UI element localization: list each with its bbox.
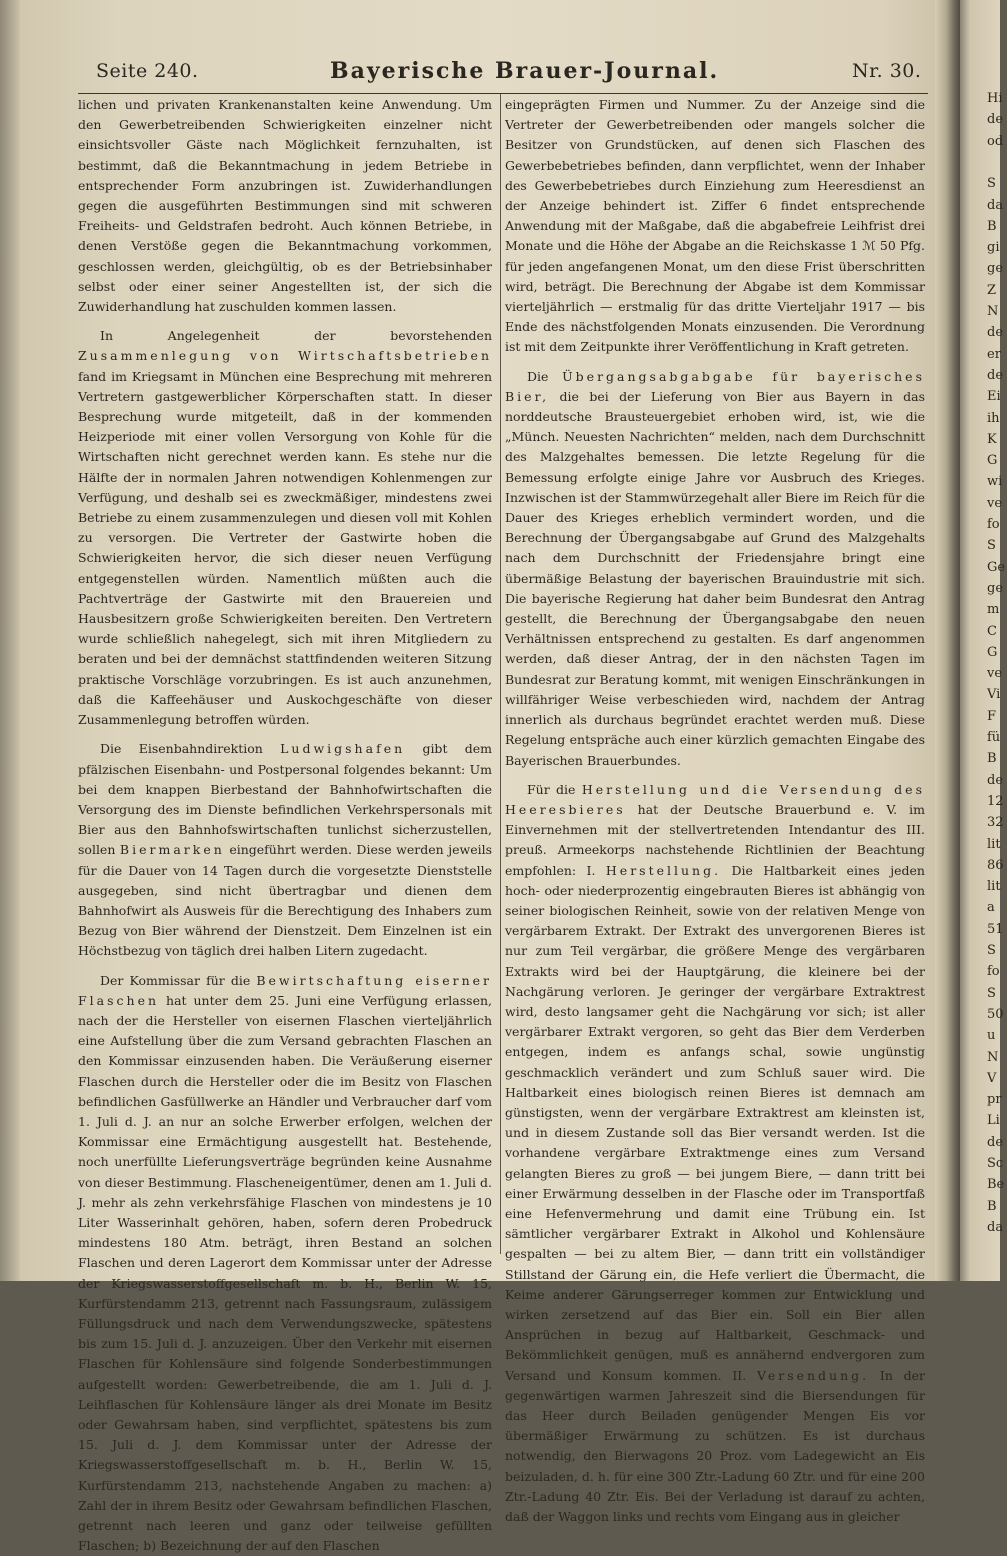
next-page-fragment: F bbox=[987, 708, 997, 724]
next-page-fragment: od bbox=[987, 133, 1004, 149]
spaced-keyword: Bewirtschaftung eiserner Flaschen bbox=[78, 972, 492, 1008]
next-page-fragment bbox=[987, 154, 1007, 172]
next-page-fragment: fo bbox=[987, 964, 1000, 980]
next-page-fragment: ve bbox=[987, 666, 1003, 682]
left-column bbox=[78, 95, 492, 1554]
next-page-fragment: Hi bbox=[987, 91, 1003, 106]
next-page-fragment: 32 bbox=[987, 815, 1004, 831]
next-page-fragment: de bbox=[987, 1134, 1004, 1150]
next-page-fragment: lit bbox=[987, 879, 1001, 895]
paragraph: Für die Herstellung und die Versendung des Heeresbieres hat der Deutsche Brauerbund e. V. im Einvernehmen mit der stellvertretenden Intendantur des III. preuß. Armeekorps nachstehende Richtlinien der Beachtung empfohlen: I. Herstellung. Die Haltbarkeit eines jeden hoch- oder niederprozentig eingebrauten Bieres ist abhängig von seiner biologischen Reinheit, sowie von der relativen Menge von vergärbarem Extrakt. Der Extrakt des unvergorenen Bieres ist nur zum Teil vergärbar, die größere Menge des vergärbaren Extrakts wird bei der Hauptgärung, die kleinere bei der Nachgärung verloren. Je geringer der vergärbare Extraktrest wird, desto langsamer geht die Nachgärung vor sich; ist aller vergärbarer Extrakt vergoren, so geht das Bier dem Verderben entgegen, indem es anfangs schal, sowie ungünstig geschmacklich verändert und zum Schluß sauer wird. Die Haltbarkeit eines biologisch reinen Bieres ist demnach am günstigsten, wenn der vergärbare Extraktrest am kleinsten ist, und in diesem Zustande soll das Bier versandt werden. Ist die vorhandene vergärbare Extraktmenge eines zum Versand gelangten Bieres zu groß — bei jungem Biere, — dann tritt bei einer Erwärmung desselben in der Flasche oder im Transportfaß eine Hefenvermehrung und damit eine Trübung ein. Ist sämtlicher vergärbarer Extrakt in Alkohol und Kohlensäure gespalten — bei zu altem Bier, — dann tritt ein vollständiger Stillstand der Gärung ein, die Hefe verliert die Übermacht, die Keime anderer Gärungserreger kommen zur Entwicklung und wirken zersetzend auf das Bier ein. Soll ein Bier allen Ansprüchen in bezug auf Haltbarkeit, Geschmack- und Bekömmlichkeit genügen, muß es annähernd endvergoren zum Versand und Konsum kommen. II. Versendung. In der gegenwärtigen warmen Jahreszeit sind die Biersendungen für das Heer durch Beiladen genügender Mengen Eis vor übermäßiger Erwärmung zu schützen. Es ist durchaus notwendig, den Bierwagons 20 Proz. vom Ladegewicht an Eis beizuladen, d. h. für eine 300 Ztr.-Ladung 60 Ztr. und für eine 200 Ztr.-Ladung 40 Ztr. Eis. Bei der Verladung ist darauf zu achten, daß der Waggon links und rechts vom Eingang aus in gleicher bbox=[505, 781, 925, 1525]
right-column bbox=[505, 95, 925, 1525]
next-page-fragment: B bbox=[987, 218, 997, 234]
next-page-fragment: S bbox=[987, 176, 996, 192]
section-heading: Herstellung. bbox=[605, 862, 722, 878]
paragraph: eingeprägten Firmen und Nummer. Zu der Anzeige sind die Vertreter der Gewerbetreibenden oder mangels solcher die Besitzer von Grundstücken, auf denen sich Flaschen des Gewerbebetriebes befinden, dann verpflichtet, wenn der Inhaber des Gewerbebetriebes durch Einziehung zum Heeresdienst an der Anzeige behindert ist. Ziffer 6 findet entsprechende Anwendung mit der Maßgabe, daß die abgabefreie Leihfrist drei Monate und die Höhe der Abgabe an die Reichskasse 1 ℳ 50 Pfg. für jeden angefangenen Monat, um den diese Frist überschritten wird, beträgt. Die Berechnung der Abgabe ist dem Kommissar vierteljährlich — erstmalig für das dritte Vierteljahr 1917 — bis Ende des nächstfolgenden Monats einzusenden. Die Verordnung ist mit dem Zeitpunkte ihrer Veröffentlichung in Kraft getreten. bbox=[505, 97, 925, 355]
paragraph: lichen und privaten Krankenanstalten keine Anwendung. Um den Gewerbetreibenden Schwierigkeiten einzelner nicht einsichtsvoller Gäste nach Möglichkeit fernzuhalten, ist bestimmt, daß die Bekanntmachung in jedem Betriebe in entsprechender Form anzubringen ist. Zuwiderhandlungen gegen die ausgeführten Bestimmungen sind mit schweren Freiheits- und Geldstrafen bedroht. Auch können Betriebe, in denen Verstöße gegen die Bekanntmachung vorkommen, geschlossen werden, gleichgültig, ob es der Betriebsinhaber selbst oder einer seiner Angestellten ist, der sich die Zuwiderhandlung hat zuschulden kommen lassen. bbox=[78, 97, 492, 315]
next-page-fragment: Z bbox=[987, 282, 997, 298]
next-page-fragment: B bbox=[987, 751, 997, 767]
next-page-fragment: S bbox=[987, 985, 996, 1001]
next-page-fragment: Ge bbox=[987, 559, 1006, 575]
spaced-keyword: Biermarken bbox=[119, 842, 225, 858]
paragraph: Der Kommissar für die Bewirtschaftung eiserner Flaschen hat unter dem 25. Juni eine Verfügung erlassen, nach der die Hersteller von eisernen Flaschen vierteljährlich eine Aufstellung über die zum Versand gebrachten Flaschen an den Kommissar einzusenden haben. Die Veräußerung eiserner Flaschen durch die Hersteller oder die im Besitz von Flaschen befindlichen Gasfüllwerke an Händler und Verbraucher darf vom 1. Juli d. J. an nur an solche Erwerber erfolgen, welchen der Kommissar eine Ermächtigung ausgestellt hat. Bestehende, noch unerfüllte Lieferungsverträge begründen keine Ausnahme von dieser Bestimmung. Flascheneigentümer, denen am 1. Juli d. J. mehr als zehn verkehrsfähige Flaschen von mindestens je 10 Liter Wasserinhalt gehören, haben, sofern deren Probedruck mindestens 180 Atm. beträgt, ihren Bestand an solchen Flaschen und deren Lagerort dem Kommissar unter der Adresse der Kriegswasserstoffgesellschaft m. b. H., Berlin W. 15, Kurfürstendamm 213, getrennt nach Fassungsraum, zulässigem Füllungsdruck und nach dem Verwendungszwecke, spätestens bis zum 15. Juli d. J. anzuzeigen. Über den Verkehr mit eisernen Flaschen für Kohlensäure sind folgende Sonderbestimmungen aufgestellt worden: Gewerbetreibende, die am 1. Juli d. J. Leihflaschen für Kohlensäure länger als drei Monate im Besitz oder Gewahrsam haben, sind verpflichtet, spätestens bis zum 15. Juli d. J. dem Kommissar unter der Adresse der Kriegswasserstoffgesellschaft m. b. H., Berlin W. 15, Kurfürstendamm 213, nachstehende Angaben zu machen: a) Zahl der in ihrem Besitz oder Gewahrsam befindlichen Flaschen, getrennt nach leeren und ganz oder teilweise gefüllten Flaschen; b) Bezeichnung der auf den Flaschen bbox=[78, 972, 492, 1554]
next-page-fragment: Li bbox=[987, 1113, 1000, 1129]
next-page-fragment: G bbox=[987, 453, 998, 469]
page-number: Seite 240. bbox=[96, 60, 199, 82]
next-page-fragment: Be bbox=[987, 1177, 1005, 1193]
next-page-fragment: m bbox=[987, 602, 1000, 618]
next-page-fragment: pr bbox=[987, 1092, 1002, 1108]
next-page-fragment: a bbox=[987, 900, 995, 916]
column-divider bbox=[500, 94, 501, 1254]
next-page-fragment: N bbox=[987, 304, 999, 319]
next-page-fragment: G bbox=[987, 644, 998, 660]
journal-title: Bayerische Brauer-Journal. bbox=[330, 58, 720, 84]
spaced-keyword: Zusammenlegung von Wirtschaftsbetrieben bbox=[78, 348, 492, 364]
next-page-fragment: 51 bbox=[987, 921, 1004, 937]
paragraph: Die Eisenbahndirektion Ludwigshafen gibt dem pfälzischen Eisenbahn- und Postpersonal folgendes bekannt: Um bei dem knappen Bierbestand der Bahnhofwirtschaften die Versorgung des im Dienste befindlichen Verkehrspersonals mit Bier aus den Bahnhofswirtschaften tunlichst sicherzustellen, sollen Biermarken eingeführt werden. Diese werden jeweils für die Dauer von 14 Tagen durch die vorgesetzte Dienststelle ausgegeben, sind nicht übertragbar und dienen dem Bahnhofwirt als Ausweis für die Berechtigung des Inhabers zum Bezug von Bier während der Dienstzeit. Dem Einzelnen ist ein Höchstbezug von täglich drei halben Litern zugedacht. bbox=[78, 741, 492, 959]
next-page-fragment: B bbox=[987, 1198, 997, 1214]
book-gutter bbox=[935, 0, 963, 1281]
next-page-fragment: lit bbox=[987, 836, 1001, 852]
header-rule bbox=[78, 93, 928, 94]
adjacent-page-edge bbox=[960, 0, 1006, 1281]
next-page-fragment: fo bbox=[987, 517, 1000, 532]
next-page-fragment: de bbox=[987, 112, 1004, 128]
spaced-keyword: Ludwigshafen bbox=[280, 741, 406, 757]
next-page-fragment: wi bbox=[987, 474, 1003, 490]
issue-number: Nr. 30. bbox=[852, 60, 922, 82]
next-page-fragment: ge bbox=[987, 261, 1004, 277]
page-header bbox=[0, 58, 960, 92]
next-page-fragment: ih bbox=[987, 410, 1000, 426]
next-page-fragment: K bbox=[987, 431, 997, 447]
next-page-fragment: er bbox=[987, 346, 1001, 362]
next-page-fragment: Vi bbox=[987, 687, 1001, 703]
spaced-keyword: Herstellung und die Versendung des Heeresbieres bbox=[505, 781, 925, 817]
next-page-fragment: fü bbox=[987, 730, 1001, 745]
next-page-fragment: V bbox=[987, 1070, 997, 1086]
paragraph: In Angelegenheit der bevorstehenden Zusammenlegung von Wirtschaftsbetrieben fand im Kriegsamt in München eine Besprechung mit mehreren Vertretern gastgewerblicher Körperschaften statt. In dieser Besprechung wurde mitgeteilt, daß in der kommenden Heizperiode mit einer vollen Versorgung von Kohle für die Wirtschaften nicht gerechnet werden kann. Es stehe nur die Hälfte der in normalen Jahren notwendigen Kohlenmengen zur Verfügung, und deshalb sei es zweckmäßiger, mindestens zwei Betriebe zu einem zusammenzulegen und diesen voll mit Kohlen zu versorgen. Die Vertreter der Gastwirte hoben die Schwierigkeiten hervor, die sich dieser neuen Verfügung entgegenstellen würden. Namentlich müßten auch die Pachtverträge der Gastwirte mit den Brauereien und Hausbesitzern große Schwierigkeiten bereiten. Den Vertretern wurde schließlich nahegelegt, sich mit ihren Mitgliedern zu beraten und bei der demnächst stattfindenden weiteren Sitzung praktische Vorschläge vorzubringen. Es ist auch anzunehmen, daß die Kaffeehäuser und Auskochgeschäfte von dieser Zusammenlegung betroffen würden. bbox=[78, 328, 492, 728]
section-heading: Versendung. bbox=[756, 1367, 870, 1383]
next-page-fragment: Sc bbox=[987, 1156, 1004, 1171]
next-page-fragment: u bbox=[987, 1028, 996, 1044]
next-page-fragment: Ei bbox=[987, 389, 1001, 405]
next-page-fragment: S bbox=[987, 538, 996, 554]
spaced-keyword: Übergangsabgabgabe für bayerisches Bier, bbox=[505, 368, 925, 404]
next-page-fragment: da bbox=[987, 197, 1004, 213]
next-page-fragment: de bbox=[987, 325, 1004, 341]
paragraph: Die Übergangsabgabgabe für bayerisches Bier, die bei der Lieferung von Bier aus Bayern in das norddeutsche Brausteuergebiet erhoben wird, ist, wie die „Münch. Neuesten Nachrichten“ melden, nach dem Durchschnitt des Malzgehaltes bemessen. Die letzte Regelung für die Bemessung erfolgte einige Jahre vor Ausbruch des Krieges. Inzwischen ist der Stammwürzegehalt aller Biere im Reich für die Dauer des Krieges erheblich vermindert worden, und die Berechnung der Übergangsabgabe auf Grund des Malzgehalts nach dem Durchschnitt der Friedensjahre bringt eine übermäßige Belastung der bayerischen Brauindustrie mit sich. Die bayerische Regierung hat daher beim Bundesrat den Antrag gestellt, die Berechnung der Übergangsabgabe den neuen Verhältnissen entsprechend zu gestalten. Es darf angenommen werden, daß dieser Antrag, der in den nächsten Tagen im Bundesrat zur Beratung kommt, mit wenigen Einschränkungen in willfähriger Weise verbeschieden wird, nachdem der Antrag innerlich als durchaus begründet erachtet werden muß. Diese Regelung entspräche auch einer kürzlich gemachten Eingabe des Bayerischen Brauerbundes. bbox=[505, 368, 925, 768]
next-page-fragment: C bbox=[987, 623, 997, 639]
next-page-fragment: 50 bbox=[987, 1006, 1004, 1022]
next-page-fragment: ve bbox=[987, 495, 1003, 511]
next-page-fragment: de bbox=[987, 367, 1004, 383]
page-edge-shadow bbox=[0, 0, 20, 1281]
next-page-fragment: ge bbox=[987, 580, 1004, 596]
next-page-fragment: da bbox=[987, 1219, 1004, 1235]
next-page-fragment: 86 bbox=[987, 857, 1004, 873]
next-page-fragment: 12 bbox=[987, 793, 1004, 809]
next-page-fragment: N bbox=[987, 1049, 999, 1065]
next-page-fragment: de bbox=[987, 772, 1004, 788]
next-page-fragment: gi bbox=[987, 240, 1000, 256]
next-page-fragment: S bbox=[987, 943, 996, 958]
